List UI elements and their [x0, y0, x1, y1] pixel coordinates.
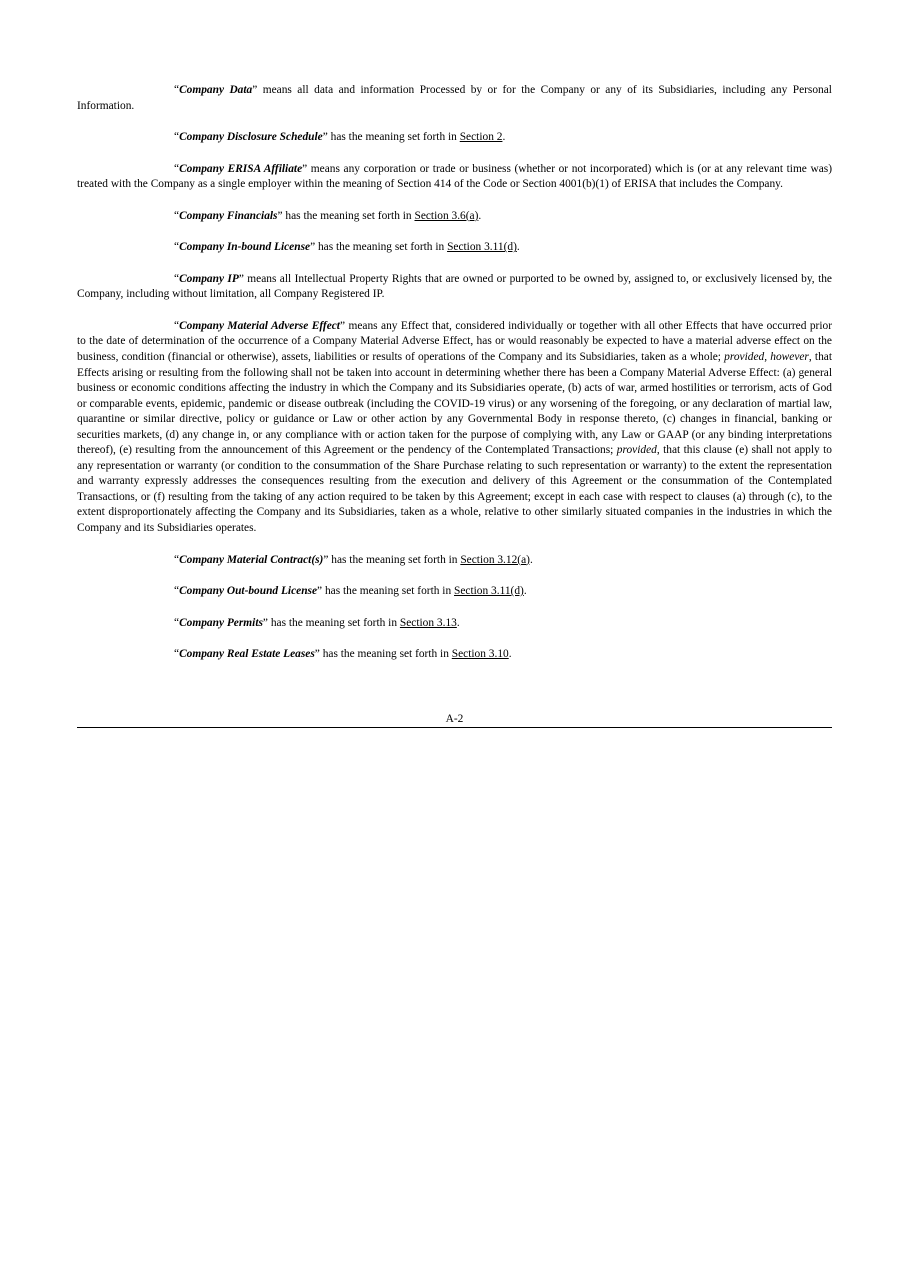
definition-company-permits: “Company Permits” has the meaning set forth in Section 3.13. — [174, 616, 460, 629]
defined-term: Company Material Adverse Effect — [179, 319, 340, 332]
defined-term: Company In-bound License — [179, 241, 311, 254]
definition-company-real-estate-leases: “Company Real Estate Leases” has the meaning set forth in Section 3.10. — [174, 648, 512, 661]
defined-term: Company IP — [179, 272, 239, 285]
definition-text: means any corporation or trade or business (whether or not incorporated) which is (or at any relevant time was) treated with the Company as a single employer within the meaning of Section 414 of the Code or Section 4001(b)(1) of ERISA that includes the Company. — [77, 162, 832, 191]
definition-company-material-adverse-effect: “Company Material Adverse Effect” means any Effect that, considered individually or together with all other Effects that have occurred prior to the date of determination of the occurrence of a Company Material Adverse Effect, has or would reasonably be expected to have a material adverse effect on the business, condition (financial or otherwise), assets, liabilities or results of operations of the Company and its Subsidiaries, taken as a whole; provided, however, that Effects arising or resulting from the following shall not be taken into account in determining whether there has been a Company Material Adverse Effect: (a) general business or economic conditions affecting the industry in which the Company and its Subsidiaries operate, (b) acts of war, armed hostilities or terrorism, acts of God or comparable events, epidemic, pandemic or disease outbreak (including the COVID-19 virus) or any worsening of the foregoing, or any declaration of martial law, quarantine or similar directive, policy or guidance or Law or other action by any Governmental Body in response thereto, (c) changes in financial, banking or securities markets, (d) any change in, or any compliance with or action taken for the purpose of complying with, any Law or GAAP (or any binding interpretations thereof), (e) resulting from the announcement of this Agreement or the pendency of the Contemplated Transactions; provided, that this clause (e) shall not apply to any representation or warranty (or condition to the consummation of the Share Purchase relating to such representation or warranty) to the extent the representation and warranty expressly addresses the consequences resulting from the execution and delivery of this Agreement or the consummation of the Contemplated Transactions, or (f) resulting from the taking of any action required to be taken by this Agreement; except in each case with respect to clauses (a) through (c), to the extent disproportionately affecting the Company and its Subsidiaries, taken as a whole, relative to other similarly situated companies in the industries in which the Company and its Subsidiaries operates. — [77, 319, 833, 535]
definition-text: means all data and information Processed by or for the Company or any of its Subsidiaries, including any Personal Information. — [77, 84, 832, 112]
definition-company-out-bound-license: “Company Out-bound License” has the meaning set forth in Section 3.11(d). — [174, 585, 527, 598]
definition-text: has the meaning set forth in — [315, 241, 448, 254]
defined-term: Company Material Contract(s) — [179, 553, 324, 566]
italic-proviso: provided — [724, 351, 765, 364]
definition-text: means any Effect that, considered individually or together with all other Effects that have occurred prior to the date of determination of the occurrence of a Company Material Adverse Effect, has or would reasonably be expected to have a material adverse effect on the business, condition (financial or otherwise), assets, liabilities or results of operations of the Company and its Subsidiaries, taken as a whole; — [77, 319, 833, 364]
defined-term: Company Out-bound License — [179, 585, 318, 598]
defined-term: Company Financials — [179, 209, 278, 222]
section-reference: Section 3.11(d) — [454, 585, 524, 598]
section-reference: Section 3.10 — [451, 648, 509, 661]
defined-term: Company Real Estate Leases — [179, 648, 315, 661]
page-number: A-2 — [445, 713, 464, 725]
section-reference: Section 3.6(a) — [414, 209, 479, 222]
italic-proviso: however — [770, 351, 809, 364]
definition-company-in-bound-license: “Company In-bound License” has the meaning set forth in Section 3.11(d). — [174, 241, 520, 254]
defined-term: Company Disclosure Schedule — [179, 131, 323, 144]
definition-company-erisa-affiliate: “Company ERISA Affiliate” means any corporation or trade or business (whether or not incorporated) which is (or at any relevant time was) treated with the Company as a single employer within the meaning of Section 414 of the Code or Section 4001(b)(1) of ERISA that includes the Company. — [77, 162, 832, 191]
section-reference: Section 3.13 — [399, 616, 457, 629]
defined-term: Company Data — [179, 84, 253, 96]
definition-company-financials: “Company Financials” has the meaning set forth in Section 3.6(a). — [174, 209, 482, 222]
definition-text: has the meaning set forth in — [327, 131, 460, 144]
definition-company-material-contracts: “Company Material Contract(s)” has the meaning set forth in Section 3.12(a). — [174, 553, 533, 566]
definition-text: has the meaning set forth in — [319, 648, 452, 661]
italic-proviso: provided — [616, 444, 657, 457]
defined-term: Company ERISA Affiliate — [179, 162, 303, 175]
definition-text: has the meaning set forth in — [267, 616, 400, 629]
section-reference: Section 2 — [459, 131, 503, 144]
definition-company-disclosure-schedule: “Company Disclosure Schedule” has the meaning set forth in Section 2. — [174, 131, 506, 144]
definition-text: has the meaning set forth in — [282, 209, 415, 222]
document-body — [77, 83, 832, 679]
section-reference: Section 3.12(a) — [460, 553, 530, 566]
definition-text: has the meaning set forth in — [322, 585, 455, 598]
section-reference: Section 3.11(d) — [447, 241, 517, 254]
definition-company-ip: “Company IP” means all Intellectual Property Rights that are owned or purported to be owned by, assigned to, or exclusively licensed by, the Company, including without limitation, all Company Registered IP. — [77, 272, 832, 301]
definition-text: means all Intellectual Property Rights that are owned or purported to be owned by, assigned to, or exclusively licensed by, the Company, including without limitation, all Company Registered IP. — [77, 272, 832, 301]
definition-company-data: “Company Data” means all data and information Processed by or for the Company or any of its Subsidiaries, including any Personal Information. — [77, 84, 832, 112]
definition-text: has the meaning set forth in — [328, 553, 461, 566]
defined-term: Company Permits — [179, 616, 263, 629]
footer-divider — [77, 727, 832, 728]
